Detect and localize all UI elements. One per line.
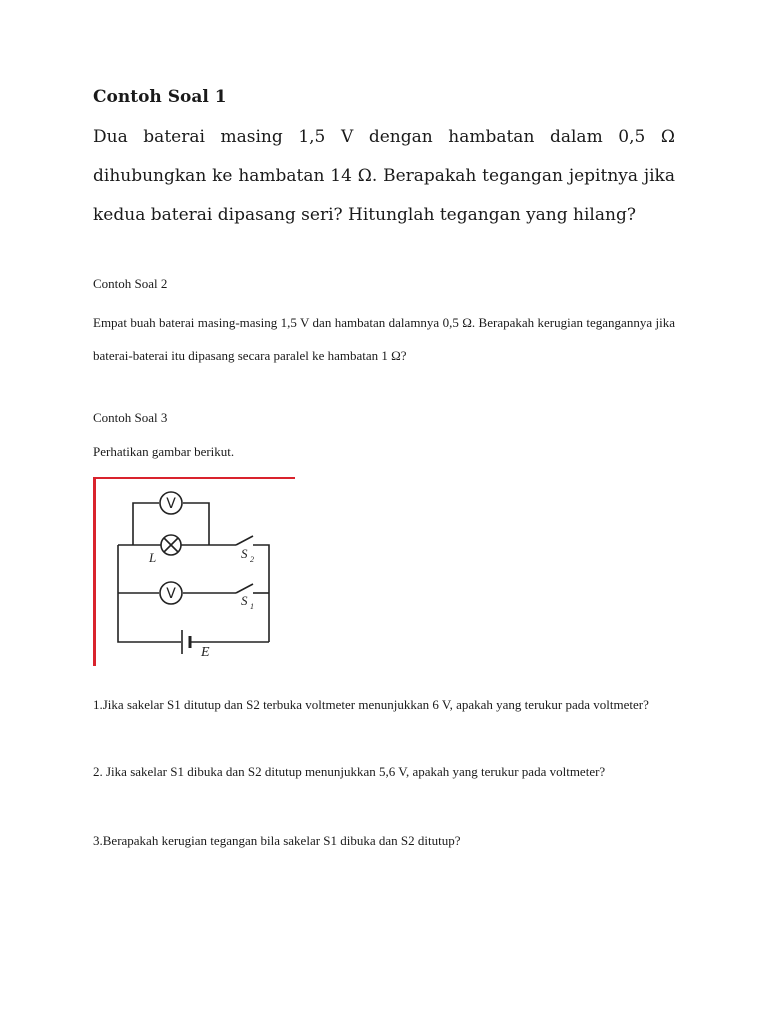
circuit-diagram [93,476,295,666]
switch1-subscript: 1 [250,602,254,611]
switch1-blade [236,584,253,593]
circuit-figure [93,476,295,666]
soal1-text: Dua baterai masing 1,5 V dengan hambatan dalam 0,5 Ω dihubungkan ke hambatan 14 Ω. Berapakah tegangan jepitnya jika kedua baterai dipasang seri? Hitunglah tegangan yang hilang? [93,127,675,225]
soal3-title: Contoh Soal 3 [93,410,168,425]
wire-top-loop-left [133,503,159,545]
voltmeter-top-symbol: V [166,496,176,512]
soal3-question-3: 3.Berapakah kerugian tegangan bila sakelar S1 dibuka dan S2 ditutup? [93,833,461,848]
battery-label: E [201,645,210,660]
switch2-blade [236,536,253,545]
soal3-question-1: 1.Jika sakelar S1 ditutup dan S2 terbuka voltmeter menunjukkan 6 V, apakah yang terukur pada voltmeter? [93,697,649,712]
soal1-title: Contoh Soal 1 [93,87,227,107]
soal2-text: Empat buah baterai masing-masing 1,5 V dan hambatan dalamnya 0,5 Ω. Berapakah kerugian tegangannya jika baterai-baterai itu dipasang secara paralel ke hambatan 1 Ω? [93,315,675,363]
soal3-question-2: 2. Jika sakelar S1 dibuka dan S2 ditutup menunjukkan 5,6 V, apakah yang terukur pada voltmeter? [93,764,606,779]
lamp-label: L [149,550,157,565]
switch2-subscript: 2 [250,555,254,564]
switch1-label: S [241,593,248,608]
wire-top-loop-right [183,503,209,545]
voltmeter-middle-symbol: V [166,586,176,602]
soal3-intro: Perhatikan gambar berikut. [93,444,235,459]
switch2-label: S [241,546,248,561]
soal2-title: Contoh Soal 2 [93,276,168,291]
